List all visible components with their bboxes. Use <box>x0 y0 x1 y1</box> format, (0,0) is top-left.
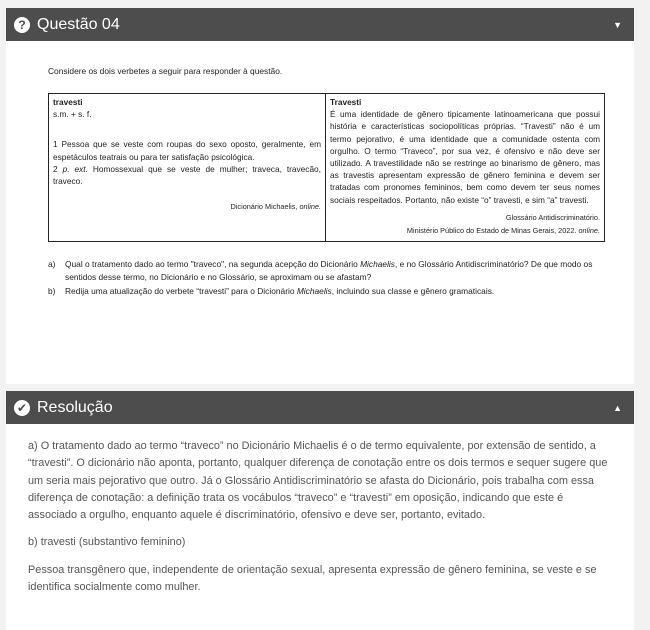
question-item-b: b) Redija uma atualização do verbete “travesti” para o Dicionário Michaelis, incluindo sua classe e gênero gramaticais. <box>48 286 495 297</box>
entry-sense-2: 2 p. ext. Homossexual que se veste de mulher; traveca, travecão, traveco. <box>53 163 321 187</box>
question-panel <box>6 8 634 384</box>
resolution-paragraph: a) O tratamento dado ao termo “traveco” no Dicionário Michaelis é o de termo equivalente, por extensão de sentido, a “travesti”. O dicionário não aponta, portanto, qualquer diferença de conotação entre os dois termos e sequer sugere que um seria mais pejorativo que outro. Já o Glossário Antidiscriminatório se afasta do Dicionário, pois trabalha com essa diferença de conotação: a definição trata os vocábulos “traveco” e “travesti” em oposição, indicando que este é associado a orgulho, enquanto aquele é discriminatório, ofensivo e deve ser, portanto, evitado. <box>28 440 608 522</box>
entry-source: Dicionário Michaelis, online. <box>230 202 321 212</box>
question-item-a: a) Qual o tratamento dado ao termo "traveco", na segunda acepção do Dicionário Michaelis, e no Glossário Antidiscriminatório? De que modo os sentidos desse termo, no Dicionário e no Glossário, se aproximam ou se afastam? <box>48 259 593 282</box>
resolution-title: Resolução <box>37 398 113 416</box>
chevron-up-icon[interactable]: ▲ <box>613 402 622 413</box>
question-items <box>48 258 613 298</box>
resolution-paragraph: Pessoa transgênero que, independente de orientação sexual, apresenta expressão de gênero feminina, se veste e se identifica socialmente como mulher. <box>28 563 597 594</box>
chevron-down-icon[interactable]: ▼ <box>613 19 622 30</box>
entry-grammar: s.m. + s. f. <box>53 109 92 120</box>
question-circle-icon: ? <box>14 17 30 33</box>
entry-sense-1: 1 Pessoa que se veste com roupas do sexo oposto, geralmente, em espetáculos teatrais ou para ter satisfação psicológica. <box>53 139 321 162</box>
question-title: Questão 04 <box>37 15 120 33</box>
resolution-paragraph: b) travesti (substantivo feminino) <box>28 536 186 549</box>
check-circle-icon: ✔ <box>14 400 30 416</box>
resolution-panel-header[interactable] <box>6 391 634 424</box>
resolution-panel <box>6 391 634 630</box>
question-body <box>6 41 634 298</box>
glossary-headword: Travesti <box>330 97 362 107</box>
michaelis-entry <box>49 94 326 242</box>
entries-table <box>48 93 605 242</box>
entry-headword: travesti <box>53 97 83 107</box>
resolution-body <box>6 424 634 596</box>
glossary-source-1: Glossário Antidiscriminatório. <box>505 212 600 222</box>
glossary-source-2: Ministério Público do Estado de Minas Gerais, 2022. online. <box>406 226 600 236</box>
question-intro: Considere os dois verbetes a seguir para responder à questão. <box>48 66 283 76</box>
glossary-text: É uma identidade de gênero tipicamente latinoamericana que possui história e características sociopolíticas próprias. “Travesti” não é um termo pejorativo, é uma identidade que a comunidade ostenta com orgulho. O termo “Traveco”, por sua vez, é ofensivo e não deve ser utilizado. A travestilidade não se restringe ao binarismo de gênero, mas as travestis apresentam expressão de gênero feminina e devem ser tratadas com pronomes femininos, bem como devem ter seus nomes sociais respeitados. Portanto, não existe “o” travesti, e sim “a” travesti. <box>330 109 600 205</box>
question-panel-header[interactable] <box>6 8 634 41</box>
glossary-entry <box>326 94 605 242</box>
